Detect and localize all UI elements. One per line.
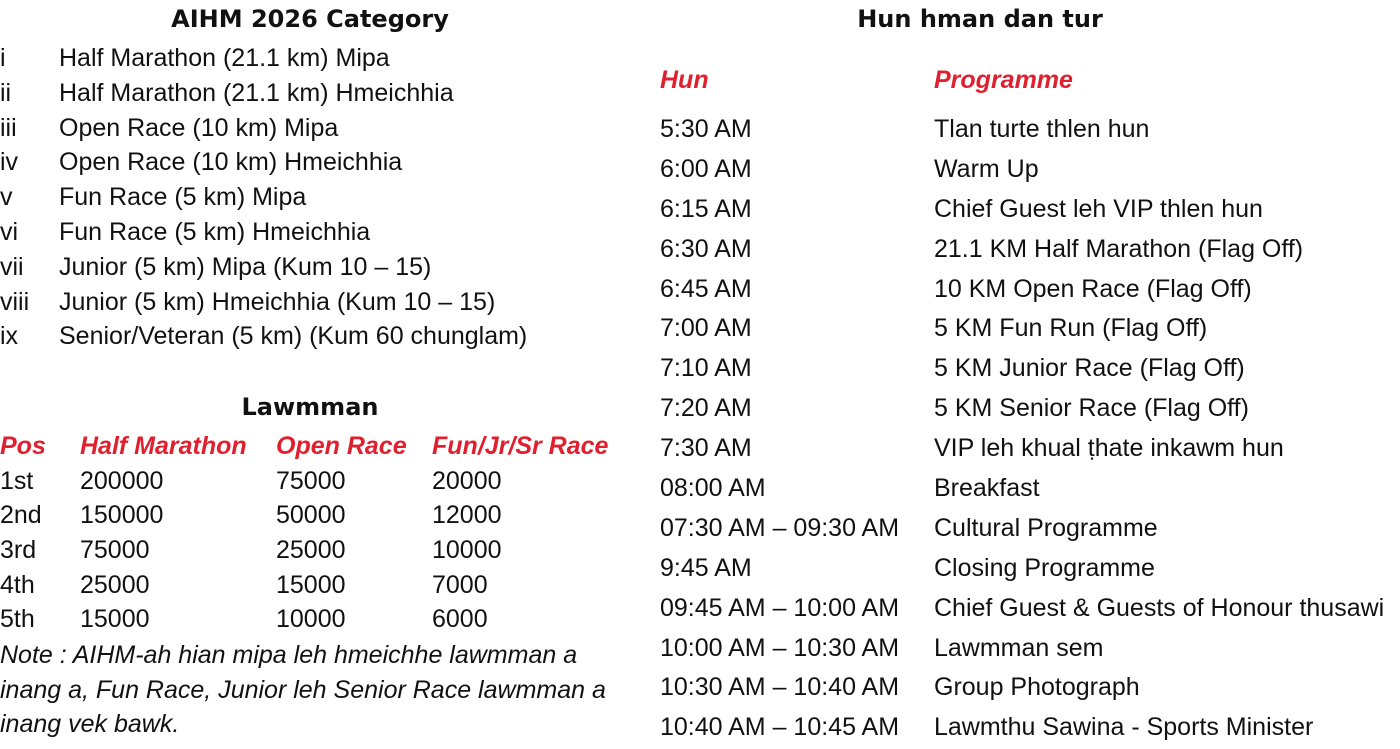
schedule-programme: Breakfast [934,474,1040,503]
category-number: iii [0,113,17,142]
schedule-time: 7:10 AM [660,354,752,383]
schedule-time: 6:00 AM [660,154,752,183]
schedule-programme: VIP leh khual ṭhate inkawm hun [934,434,1284,463]
category-number: ii [0,78,12,107]
schedule-row [660,429,1384,469]
schedule-row [660,190,1384,230]
header-time: Hun [660,66,709,94]
list-item [0,41,527,76]
category-list [0,41,527,354]
schedule-time: 6:15 AM [660,194,752,223]
schedule-time: 7:20 AM [660,394,752,423]
schedule-row [660,110,1384,150]
schedule-row [660,549,1384,589]
category-label: Half Marathon (21.1 km) Mipa [59,44,390,72]
left-column [0,0,640,749]
list-item [0,76,527,111]
table-cell: 12000 [432,501,502,530]
table-header-row [0,429,622,464]
table-cell: 20000 [432,466,502,495]
table-cell: 25000 [276,535,346,564]
schedule-programme: Closing Programme [934,553,1155,582]
table-cell: 75000 [80,535,150,564]
category-number: v [0,183,13,212]
schedule-row [660,230,1384,270]
header-fun-jr-sr-race: Fun/Jr/Sr Race [432,431,609,460]
category-number: vii [0,252,24,281]
table-row [0,498,622,533]
table-cell: 75000 [276,466,346,495]
right-column [660,0,1400,749]
prize-table [0,429,622,637]
schedule-programme: Tlan turte thlen hun [934,115,1150,143]
table-cell: 1st [0,466,34,495]
schedule-time: 9:45 AM [660,553,752,582]
prize-title: Lawmman [241,393,379,421]
category-label: Fun Race (5 km) Mipa [59,183,307,212]
schedule-programme: Lawmman sem [934,633,1104,662]
schedule-time: 7:00 AM [660,314,752,343]
schedule-row [660,469,1384,509]
category-number: viii [0,287,30,316]
category-label: Open Race (10 km) Hmeichhia [59,148,403,177]
category-label: Half Marathon (21.1 km) Hmeichhia [59,78,454,107]
category-number: ix [0,322,19,351]
schedule-programme: Warm Up [934,154,1039,183]
table-cell: 200000 [80,466,164,495]
table-row [0,602,622,637]
schedule-time: 6:30 AM [660,234,752,263]
schedule-programme: Chief Guest & Guests of Honour thusawi [934,593,1385,622]
schedule-programme: 10 KM Open Race (Flag Off) [934,274,1252,303]
schedule-time: 09:45 AM – 10:00 AM [660,593,900,622]
table-cell: 4th [0,570,35,599]
table-row [0,464,622,499]
schedule-programme: 21.1 KM Half Marathon (Flag Off) [934,234,1304,263]
schedule-row [660,589,1384,629]
schedule-time: 07:30 AM – 09:30 AM [660,513,900,542]
category-label: Junior (5 km) Hmeichhia (Kum 10 – 15) [59,287,496,316]
schedule-programme: 5 KM Fun Run (Flag Off) [934,314,1208,343]
category-number: iv [0,148,19,177]
schedule-programme: Lawmthu Sawina - Sports Minister [934,713,1314,742]
table-cell: 50000 [276,501,346,530]
table-cell: 15000 [276,570,346,599]
table-cell: 15000 [80,605,150,634]
schedule-title: Hun hman dan tur [857,5,1103,33]
table-row [0,533,622,568]
category-label: Open Race (10 km) Mipa [59,113,339,142]
table-cell: 10000 [432,535,502,564]
table-cell: 3rd [0,535,37,564]
list-item [0,319,527,354]
schedule-row [660,389,1384,429]
schedule-row [660,708,1384,748]
schedule-row [660,509,1384,549]
schedule-row [660,629,1384,669]
schedule-programme: Chief Guest leh VIP thlen hun [934,194,1263,223]
header-pos: Pos [0,431,46,460]
schedule-programme: Group Photograph [934,673,1140,702]
category-number: vi [0,217,19,246]
schedule-row [660,349,1384,389]
schedule-time: 5:30 AM [660,115,752,143]
schedule-time: 10:40 AM – 10:45 AM [660,713,900,742]
table-cell: 150000 [80,501,164,530]
category-label: Junior (5 km) Mipa (Kum 10 – 15) [59,252,432,281]
list-item [0,111,527,146]
category-label: Fun Race (5 km) Hmeichhia [59,217,371,246]
schedule-row [660,668,1384,708]
prize-note: Note : AIHM-ah hian mipa leh hmeichhe lawmman a inang a, Fun Race, Junior leh Senior Race lawmman a inang vek bawk. [0,641,606,738]
schedule-row [660,309,1384,349]
table-cell: 5th [0,605,35,634]
category-label: Senior/Veteran (5 km) (Kum 60 chunglam) [59,322,528,351]
list-item [0,145,527,180]
schedule-time: 10:00 AM – 10:30 AM [660,633,900,662]
schedule-time: 08:00 AM [660,474,766,503]
header-half-marathon: Half Marathon [80,431,247,460]
table-cell: 7000 [432,570,488,599]
category-title: AIHM 2026 Category [171,5,449,33]
table-cell: 2nd [0,501,42,530]
header-programme: Programme [934,66,1073,94]
schedule-row [660,270,1384,310]
schedule-programme: 5 KM Senior Race (Flag Off) [934,394,1249,423]
schedule-time: 10:30 AM – 10:40 AM [660,673,900,702]
schedule-header-row [660,62,1073,98]
schedule-row [660,150,1384,190]
schedule-programme: 5 KM Junior Race (Flag Off) [934,354,1245,383]
list-item [0,250,527,285]
category-number: i [0,44,6,72]
header-open-race: Open Race [276,431,407,460]
list-item [0,285,527,320]
schedule-time: 7:30 AM [660,434,752,463]
table-cell: 25000 [80,570,150,599]
schedule-programme: Cultural Programme [934,513,1158,542]
schedule-list [660,110,1384,748]
table-cell: 6000 [432,605,488,634]
table-cell: 10000 [276,605,346,634]
table-row [0,568,622,603]
list-item [0,215,527,250]
list-item [0,180,527,215]
schedule-time: 6:45 AM [660,274,752,303]
